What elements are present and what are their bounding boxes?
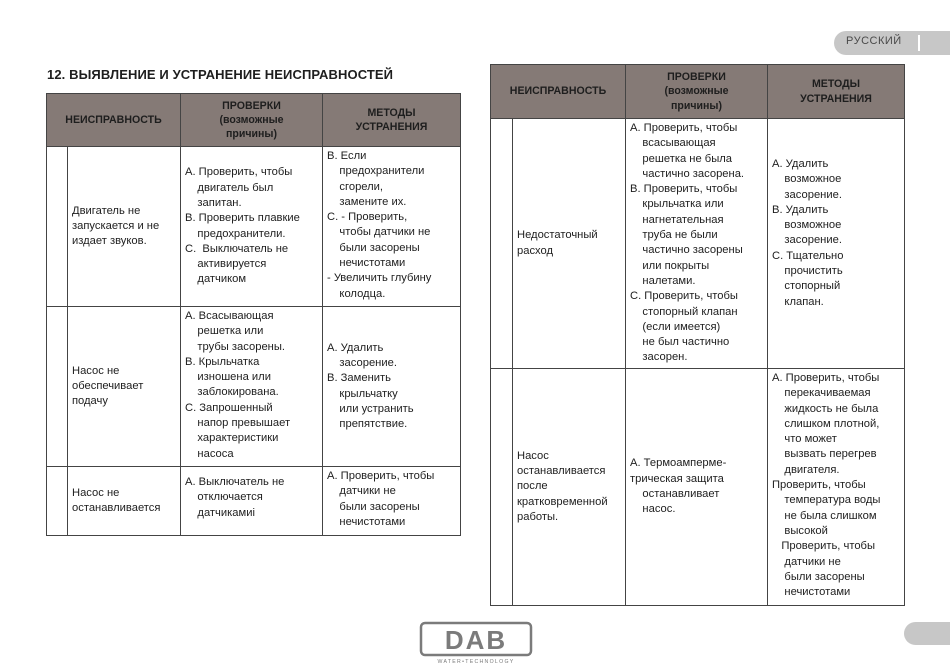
remedies-cell: A. Удалить возможное засорение. B. Удалить возможное засорение. C. Тщательно прочистить стопорный клапан. xyxy=(768,119,905,369)
col-header-remedies: МЕТОДЫ УСТРАНЕНИЯ xyxy=(768,65,905,119)
row-marker-cell xyxy=(47,467,68,536)
troubleshooting-table-right xyxy=(490,64,905,606)
row-marker-cell xyxy=(47,307,68,467)
row-marker-cell xyxy=(491,119,513,369)
checks-cell: A. Всасывающая решетка или трубы засорены. B. Крыльчатка изношена или заблокирована. C. Запрошенный напор превышает характеристики насоса xyxy=(181,307,323,467)
language-tab xyxy=(834,31,950,55)
remedies-cell: A. Проверить, чтобы датчики не были засорены нечистотами xyxy=(323,467,461,536)
remedies-cell: A. Удалить засорение. B. Заменить крыльчатку или устранить препятствие. xyxy=(323,307,461,467)
remedies-cell: A. Проверить, чтобы перекачиваемая жидкость не была слишком плотной, что может вызвать перегрев двигателя. Проверить, чтобы температура воды не была слишком высокой Проверить, чтобы датчики не были засорены нечистотами xyxy=(768,369,905,606)
col-header-checks: ПРОВЕРКИ (возможные причины) xyxy=(626,65,768,119)
checks-cell: A. Выключатель не отключается датчикамиi xyxy=(181,467,323,536)
row-marker-cell xyxy=(491,369,513,606)
troubleshooting-table-left xyxy=(46,93,461,536)
language-label: РУССКИЙ xyxy=(846,35,902,47)
fault-cell: Недостаточный расход xyxy=(513,119,626,369)
logo-tagline-text: WATER•TECHNOLOGY xyxy=(437,659,515,665)
fault-cell: Насос не обеспечивает подачу xyxy=(68,307,181,467)
row-marker-cell xyxy=(47,147,68,307)
checks-cell: A. Проверить, чтобы двигатель был запитан. B. Проверить плавкие предохранители. C. Выключатель не активируется датчиком xyxy=(181,147,323,307)
col-header-fault: НЕИСПРАВНОСТЬ xyxy=(47,94,181,147)
fault-cell: Двигатель не запускается и не издает звуков. xyxy=(68,147,181,307)
fault-cell: Насос останавливается после кратковременной работы. xyxy=(513,369,626,606)
col-header-checks: ПРОВЕРКИ (возможные причины) xyxy=(181,94,323,147)
table-row xyxy=(47,467,461,536)
table-row xyxy=(47,307,461,467)
col-header-fault: НЕИСПРАВНОСТЬ xyxy=(491,65,626,119)
table-row xyxy=(491,119,905,369)
section-title: 12. ВЫЯВЛЕНИЕ И УСТРАНЕНИЕ НЕИСПРАВНОСТЕЙ xyxy=(47,67,394,82)
remedies-cell: B. Если предохранители сгорели, замените их. C. - Проверить, чтобы датчики не были засорены нечистотами - Увеличить глубину колодца. xyxy=(323,147,461,307)
fault-cell: Насос не останавливается xyxy=(68,467,181,536)
page-number-tab xyxy=(904,622,950,645)
tab-divider xyxy=(918,35,920,51)
logo-brand-text: DAB xyxy=(444,625,508,655)
checks-cell: A. Проверить, чтобы всасывающая решетка не была частично засорена. B. Проверить, чтобы крыльчатка или нагнетательная труба не были частично засорены или покрыты налетами. C. Проверить, чтобы стопорный клапан (если имеется) не был частично засорен. xyxy=(626,119,768,369)
col-header-remedies: МЕТОДЫ УСТРАНЕНИЯ xyxy=(323,94,461,147)
table-row xyxy=(47,147,461,307)
checks-cell: A. Термоампермe- трическая защита останавливает насос. xyxy=(626,369,768,606)
dab-logo xyxy=(419,621,533,665)
table-row xyxy=(491,369,905,606)
